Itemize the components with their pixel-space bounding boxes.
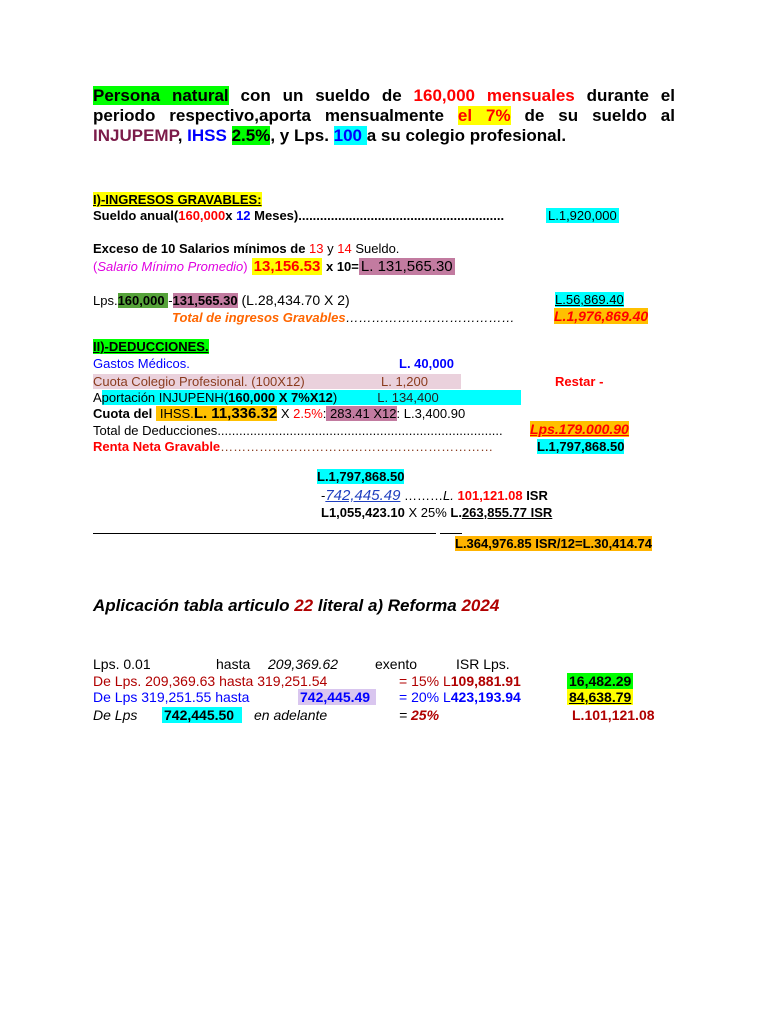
calc-tramo: 742,445.49 [325, 487, 401, 504]
intro-ihss-rate: 2.5% [231, 126, 271, 145]
divider-line [93, 533, 436, 534]
total-deducciones-row [93, 423, 503, 438]
sueldo-anual-row [93, 208, 504, 223]
cuota-ihss-rate: 2.5% [293, 406, 323, 421]
aportacion-value: L. 134,400 [377, 390, 439, 405]
exceso-row [93, 241, 399, 256]
cuota-colegio-label: Cuota Colegio Profesional. (100X12) [93, 374, 305, 389]
calc-l2: L. [450, 505, 462, 520]
total-ingresos-label: Total de ingresos Gravables [172, 310, 346, 325]
intro-injupemp: INJUPEMP [93, 126, 178, 145]
exceso-y: y [323, 241, 338, 256]
lps-row [93, 292, 350, 308]
intro-text [227, 126, 232, 145]
exceso-14: 14 [337, 241, 352, 256]
total-deducciones-label: Total de Deducciones [93, 423, 218, 438]
calc-line2 [321, 487, 548, 504]
exceso-sueldo: Sueldo. [351, 241, 400, 256]
lps-minus: - [168, 293, 173, 308]
tabla-r1-isr: ISR Lps. [456, 656, 510, 672]
renta-neta-value: L.1,797,868.50 [537, 439, 625, 454]
gastos-medicos-value: L. 40,000 [399, 356, 454, 371]
salario-paren: ( [93, 259, 98, 274]
tabla-r3-range: De Lps 319,251.55 hasta [93, 689, 250, 705]
tabla-r3-limit: 742,445.49 [298, 689, 376, 705]
tabla-r1-exento: exento [375, 656, 418, 672]
sueldo-anual-value: L.1,920,000 [548, 208, 617, 223]
tabla-r4-limit: 742,445.50 [162, 707, 242, 723]
salario-label: Salario Mínimo Promedio [97, 259, 244, 274]
tabla-r4-rate: 25% [411, 707, 440, 723]
total-deducciones-dots: ............................................................................... [217, 423, 503, 438]
tabla-r4-equals: = [399, 707, 408, 723]
calc-isr-variable: 263,855.77 ISR [461, 505, 553, 520]
deducciones-heading: II)-DEDUCCIONES. [93, 339, 209, 354]
tabla-r2-base: 109,881.91 [450, 673, 521, 689]
aportacion-label: portación INJUPENH( [101, 390, 229, 405]
salario-paren: ) [243, 259, 248, 274]
intro-text: a su colegio profesional. [366, 126, 567, 145]
divider-line-short [440, 533, 462, 534]
total-ingresos-dots: ………………………………… [345, 310, 515, 325]
tabla-title-article: 22 [294, 596, 314, 615]
lps-label: Lps. [93, 293, 118, 308]
salario-multiplier: x 10= [322, 259, 359, 274]
intro-sueldo: 160,000 mensuales [413, 86, 575, 105]
intro-colegio-amount: 100 [333, 126, 367, 145]
renta-neta-label: Renta Neta Gravable [93, 439, 221, 454]
ingresos-heading: I)-INGRESOS GRAVABLES: [93, 192, 262, 207]
calc-renta: L.1,797,868.50 [317, 469, 405, 484]
cuota-ihss-value: : L.3,400.90 [396, 406, 466, 421]
tabla-r2-rate [399, 673, 521, 689]
exceso-label: Exceso de 10 Salarios mínimos de [93, 241, 310, 256]
sueldo-dots: Meses)......................................................... [250, 208, 505, 223]
calc-minus: - [321, 488, 326, 503]
calc-isr-label: ISR [522, 488, 548, 503]
intro-text: con un sueldo de [228, 86, 414, 105]
intro-text: , y Lps. [270, 126, 334, 145]
salario-result: L. 131,565.30 [360, 258, 453, 275]
cuota-ihss-label: Cuota del [93, 406, 156, 421]
calc-excess: L1,055,423.10 [321, 505, 405, 520]
tabla-title-c: literal a) Reforma [313, 596, 462, 615]
intro-text: , [177, 126, 188, 145]
intro-porcentaje: el 7% [457, 106, 511, 125]
cuota-colegio-row [93, 374, 461, 389]
lps-result: L.56,869.40 [555, 292, 624, 307]
tabla-title [93, 596, 499, 616]
intro-text: durante el periodo respectivo,aporta mensualmente [93, 86, 675, 125]
calc-result: L.364,976.85 ISR/12=L.30,414.74 [455, 536, 652, 551]
renta-neta-dots: ……………………………………………………… [220, 439, 494, 454]
tabla-r2-range: De Lps. 209,369.63 hasta 319,251.54 [93, 673, 328, 689]
intro-persona-natural: Persona natural [93, 86, 229, 105]
aportacion-formula: 160,000 X 7%X12 [228, 390, 333, 405]
calc-isr-fixed: 101,121.08 [453, 488, 523, 503]
tabla-r3-rate [399, 689, 521, 705]
sueldo-times: x [225, 208, 237, 223]
total-deducciones-value: Lps.179.000.90 [530, 421, 629, 437]
aportacion-paren: ) [332, 390, 338, 405]
intro-text: de su sueldo al [510, 106, 675, 125]
tabla-r2-isr: 16,482.29 [569, 673, 632, 689]
tabla-r1-hasta: hasta [216, 656, 251, 672]
intro-paragraph [93, 86, 675, 146]
lps-131565: 131,565.30 [172, 293, 238, 308]
salario-value: 13,156.53 [253, 258, 321, 275]
total-ingresos-value: L.1,976,869.40 [554, 308, 649, 324]
tabla-r4-isr: L.101,121.08 [572, 707, 655, 723]
lps-formula: (L.28,434.70 X 2) [237, 292, 350, 308]
tabla-r1-desde: Lps. 0.01 [93, 656, 151, 672]
tabla-r3-base: 423,193.94 [450, 689, 521, 705]
exceso-13: 13 [309, 241, 324, 256]
cuota-ihss-ihss: IHSS. [159, 406, 194, 421]
cuota-ihss-times: X [277, 406, 294, 421]
restar-label: Restar - [555, 374, 604, 389]
lps-160000: 160,000 [117, 293, 169, 308]
tabla-r2-rate-label: = 15% L [399, 673, 451, 689]
cuota-ihss-monthly: 283.41 X12 [326, 406, 397, 421]
calc-line3 [321, 505, 552, 520]
sueldo-label: Sueldo anual( [93, 208, 179, 223]
tabla-r3-rate-label: = 20% L [399, 689, 451, 705]
tabla-title-year: 2024 [461, 596, 500, 615]
total-ingresos-row [172, 310, 515, 325]
aportacion-row [93, 390, 521, 405]
calc-rate: X 25% [404, 505, 451, 520]
cuota-ihss-highlight [156, 406, 277, 421]
cuota-colegio-value: L. 1,200 [381, 374, 428, 389]
sueldo-months: 12 [236, 208, 251, 223]
tabla-title-a: Aplicación tabla articulo [93, 596, 295, 615]
tabla-r3-isr: 84,638.79 [569, 689, 632, 705]
salario-minimo-row [93, 258, 455, 275]
cuota-ihss-base: L. 11,336.32 [193, 405, 278, 422]
calc-dots: ……… [400, 488, 444, 503]
intro-ihss: IHSS [187, 126, 227, 145]
gastos-medicos-label: Gastos Médicos. [93, 356, 190, 371]
cuota-ihss-colon: : [322, 406, 327, 421]
tabla-r4-adelante: en adelante [254, 707, 328, 723]
renta-neta-row [93, 439, 493, 454]
calc-l: L. [443, 488, 454, 503]
tabla-r4-desde: De Lps [93, 707, 138, 723]
aportacion-a: A [93, 390, 102, 405]
aportacion-highlight [102, 390, 521, 405]
tabla-r1-limit: 209,369.62 [268, 656, 339, 672]
sueldo-monthly: 160,000 [178, 208, 226, 223]
cuota-ihss-row [93, 405, 465, 422]
